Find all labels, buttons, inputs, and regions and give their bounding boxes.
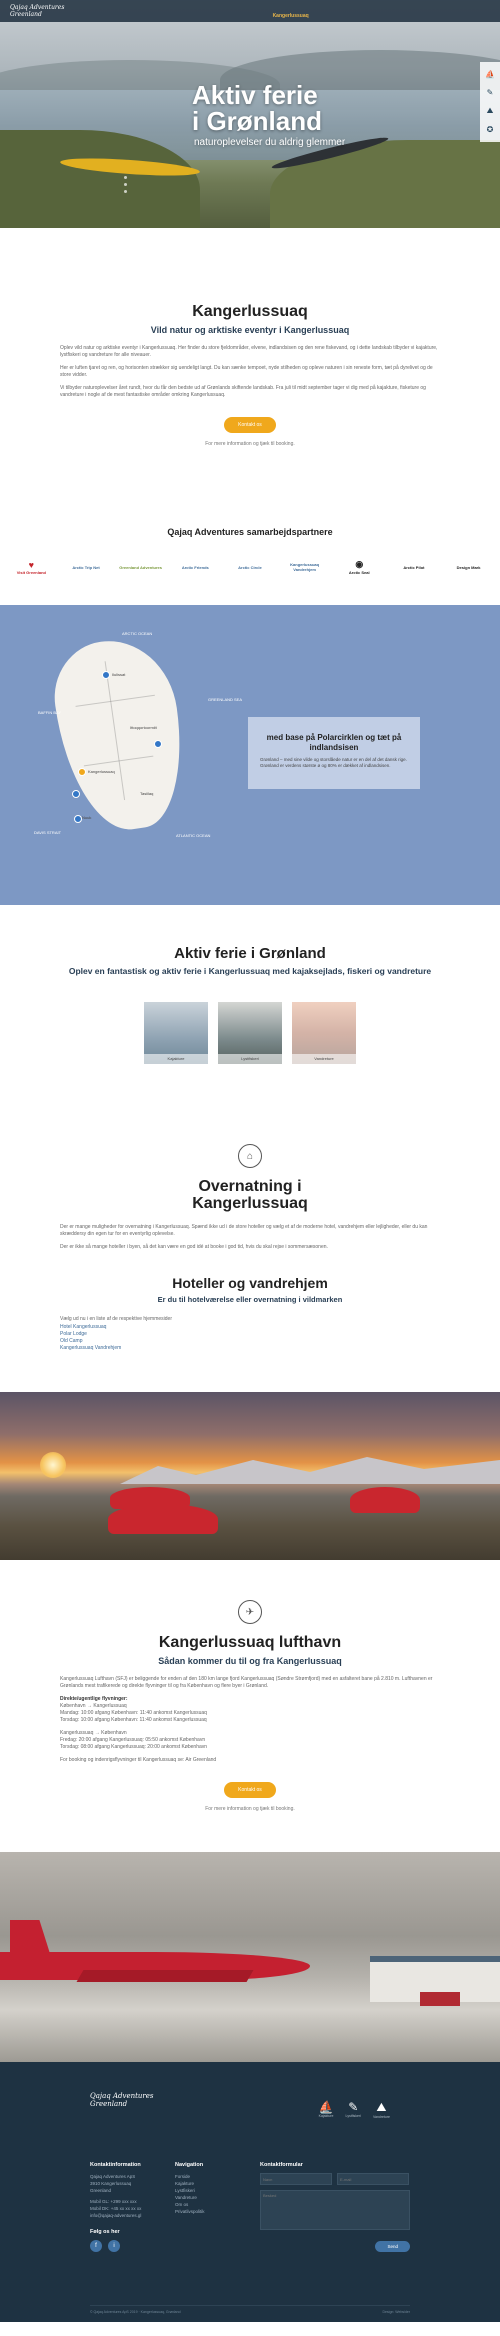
map-pin[interactable]: [74, 815, 82, 823]
accommodation-paragraph: Der er ikke så mange hoteller i byen, så det kan være en god idé at booke i god tid, hvis du skal rejse i sommersæsonen.: [60, 1244, 328, 1250]
site-logo[interactable]: Qajaq Adventures Greenland: [10, 4, 65, 18]
hiking-icon: ⛰: [376, 2100, 387, 2114]
footer-nav-link[interactable]: Privatlivspolitik: [175, 2209, 205, 2214]
nav-link-vandreture[interactable]: [440, 0, 466, 49]
map-card-text: Grønland – med sine vilde og storslåede natur er en del af det dansk rige. Grønland er verdens største ø og 80% er dækket af indlandsisen.: [260, 757, 407, 768]
sun: [40, 1452, 66, 1478]
map-pin[interactable]: [102, 671, 110, 679]
active-subtitle: Oplev en fantastisk og aktiv ferie i Kangerlussuaq med kajaksejlads, fiskeri og vandreture: [68, 966, 432, 976]
active-title: Aktiv ferie i Grønland: [174, 945, 326, 962]
kayak-icon[interactable]: ⛵: [485, 70, 495, 80]
hotels-title: Hoteller og vandrehjem: [172, 1275, 328, 1291]
partner-logo[interactable]: ♥ Visit Greenland: [16, 559, 46, 575]
intro-paragraph: Her er luften tjaret og ren, og horisonten strækker sig uendeligt langt. Du kan sænke tempoet, nyde stilheden og opleve naturen i sin reneste form, tæt på dyrelivet og de store vidder.: [60, 365, 433, 378]
hiking-icon[interactable]: ⛰: [486, 105, 494, 115]
map-label: ATLANTIC OCEAN: [176, 833, 211, 838]
airport-title: Kangerlussuaq lufthavn: [158, 1634, 342, 1651]
email-link[interactable]: info@qajaq-adventures.gl: [90, 2213, 142, 2218]
booking-info: For booking og indenrigsflyvninger til Kangerlussuaq se: Air Greenland: [60, 1757, 217, 1763]
hotels-section: [0, 1261, 500, 1392]
camp-sunset-photo: [0, 1392, 500, 1560]
map-label: Tasiilaq: [140, 791, 154, 796]
contact-button[interactable]: Kontakt os: [224, 1782, 276, 1798]
slider-dot[interactable]: [124, 190, 127, 193]
map-border-line: [105, 661, 125, 800]
slider-dot[interactable]: [124, 183, 127, 186]
bed-icon: ⌂: [238, 1144, 262, 1168]
hero-text: [192, 82, 345, 148]
facebook-icon[interactable]: f: [90, 2240, 102, 2252]
activity-card-fiskeri[interactable]: Lystfiskeri: [218, 1002, 282, 1064]
map-label: BAFFIN BAY: [38, 710, 62, 715]
active-holiday-section: [0, 905, 500, 1094]
plane-wing: [77, 1970, 254, 1982]
nav-link-kajakture[interactable]: [377, 0, 400, 49]
map-label: Kangerlussuaq: [88, 769, 115, 774]
site-footer: [0, 2062, 500, 2322]
map-info-card: [248, 717, 420, 789]
footer-bottom-bar: © Qajaq Adventures ApS 2019 · Kangerlussuaq, Grønland Design: Websider: [90, 2305, 410, 2314]
email-input[interactable]: [337, 2173, 409, 2185]
activity-card-vandring[interactable]: Vandreture: [292, 1002, 356, 1064]
booking-note: For mere information og tjæk til booking.: [205, 1806, 295, 1812]
map-label: Nuuk: [82, 815, 92, 820]
slider-dot[interactable]: [124, 176, 127, 179]
map-border-line: [76, 695, 155, 707]
message-input[interactable]: [260, 2190, 410, 2230]
slider-dots[interactable]: [124, 176, 127, 193]
map-label: ARCTIC OCEAN: [122, 631, 153, 636]
map-label: Ittoqqortoormiit: [130, 725, 157, 730]
hero-subtitle: naturoplevelser du aldrig glemmer: [194, 137, 346, 148]
activity-card-kajak[interactable]: Kajakture: [144, 1002, 208, 1064]
hotel-link[interactable]: Kangerlussuaq Vandrehjem: [60, 1345, 122, 1351]
map-label: DAVIS STRAIT: [34, 830, 62, 835]
hotels-subtitle: Er du til hotelværelse eller overnatning i vildmarken: [157, 1295, 343, 1304]
kangerlussuaq-pin[interactable]: [78, 768, 86, 776]
snowy-mountains: [120, 1454, 500, 1484]
footer-activity[interactable]: ⛰ Vandreture: [372, 2100, 390, 2119]
map-pin[interactable]: [154, 740, 162, 748]
footer-contact: Kontaktinformation Qajaq Adventures ApS 3910 Kangerlussuaq Greenland Mobil GL: +299 xxx xxx Mobil DK: +45 xx xx xx xx info@qajaq-adventures.gl Følg os her f i: [90, 2162, 153, 2252]
plane-icon: ✈: [238, 1600, 262, 1624]
footer-columns: [90, 2162, 410, 2252]
nav-link-om-os[interactable]: [474, 0, 490, 49]
footer-activity[interactable]: ✎ Lystfiskeri: [345, 2100, 361, 2118]
side-quicklinks: [480, 62, 500, 142]
airport-subtitle: Sådan kommer du til og fra Kangerlussuaq: [158, 1656, 342, 1666]
partner-logo[interactable]: ◉ Arctic Seal: [348, 559, 370, 575]
map-label: GREENLAND SEA: [208, 697, 243, 702]
footer-nav-link[interactable]: Forside: [175, 2174, 191, 2179]
hotel-link[interactable]: Polar Lodge: [60, 1331, 87, 1337]
footer-nav-link[interactable]: Vandreture: [175, 2195, 197, 2200]
hotel-link[interactable]: Old Camp: [60, 1338, 83, 1344]
partners-section: [0, 487, 500, 605]
partners-title: Qajaq Adventures samarbejdspartnere: [167, 527, 333, 537]
nav-link-kangerlussuaq[interactable]: Kangerlussuaq: [272, 13, 309, 19]
fishing-icon[interactable]: ✎: [486, 88, 494, 98]
instagram-icon[interactable]: i: [108, 2240, 120, 2252]
map-label: Ilulissat: [112, 672, 126, 677]
footer-activity-icons: [319, 2100, 390, 2119]
hotels-lead: Vælg ud nu i en liste af de respektive hjemmesider: [60, 1316, 173, 1322]
intro-section: [0, 228, 500, 487]
service-truck: [420, 1992, 460, 2006]
greenland-map: [47, 633, 192, 838]
follow-title: Følg os her: [90, 2229, 120, 2235]
partner-logo[interactable]: Arctic Pilot: [403, 564, 425, 570]
hotel-link[interactable]: Hotel Kangerlussuaq: [60, 1324, 107, 1330]
map-card-title: med base på Polarcirklen og tæt på indlandsisen: [266, 733, 402, 752]
footer-navigation: Navigation Forside Kajakture Lystfiskeri Vandreture Om os Privatlivspolitik: [175, 2162, 238, 2252]
accommodation-section: [0, 1094, 500, 1261]
partner-logo[interactable]: Design Mark: [456, 564, 481, 570]
airport-section: [0, 1560, 500, 1852]
partner-logo[interactable]: Arctic Friends: [181, 564, 209, 570]
fishing-icon: ✎: [348, 2100, 359, 2114]
footer-nav-link[interactable]: Lystfiskeri: [175, 2188, 195, 2193]
partner-logo[interactable]: Arctic Circle: [238, 564, 262, 570]
footer-nav-link[interactable]: Om os: [175, 2202, 189, 2207]
flight-schedule: Direkte/ugentlige flyvninger: København → Kangerlussuaq Mandag: 10:00 afgang København: 11:40 ankomst Kangerlussuaq Torsdag: 10:00 afgang København: 11:40 ankomst Kangerlussuaq Kangerlussuaq → København Fredag: 20:00 afgang Kangerlussuaq: 05:50 ankomst København Torsdag: 08:00 afgang Kangerlussuaq: 20:00 ankomst København For booking og indenrigsflyvninger til Kangerlussuaq se: Air Greenland: [60, 1696, 440, 1764]
airport-plane-photo: [0, 1852, 500, 2062]
hotel-links: [60, 1324, 440, 1352]
red-tent: [108, 1504, 218, 1534]
nav-links: [213, 0, 490, 49]
footer-nav-link[interactable]: Kajakture: [175, 2181, 195, 2186]
partner-logo[interactable]: Arctic Trip Net: [72, 564, 100, 570]
intro-title: Kangerlussuaq: [192, 303, 308, 320]
greenland-map-section: [0, 605, 500, 905]
intro-paragraph: Oplev vild natur og arktiske eventyr i Kangerlussuaq. Her finder du store fjeldområder, elvene, indlandsisen og den rene fiskevand, og i dette landskab tilbyder vi kajakture, lystfiskeri og vandreture for alle niveauer.: [60, 345, 438, 358]
contact-form: Kontaktformular Navn E-mail Besked Send: [260, 2162, 410, 2252]
partner-logos: [0, 559, 500, 575]
social-links: [90, 2240, 153, 2252]
airport-paragraph: Kangerlussuaq Lufthavn (SFJ) er beliggende for enden af den 180 km lange fjord Kangerlussuaq (Søndre Strømfjord) med en asfalteret bane på 2.810 m. Lufthavnen er Grønlands mest trafikerede og direkte flyvninger til og fra København og flere byer i Grønland.: [60, 1676, 433, 1689]
booking-link[interactable]: .: [293, 441, 295, 447]
contact-button[interactable]: Kontakt os: [224, 417, 276, 433]
hero-title: Aktiv ferie i Grønland: [192, 80, 322, 136]
activity-thumbnails: [60, 1002, 440, 1064]
nav-link-lystfiskeri[interactable]: [407, 0, 432, 49]
red-tent: [350, 1487, 420, 1513]
accommodation-title: Overnatning i Kangerlussuaq: [192, 1178, 308, 1212]
kayak-icon: ⛵: [318, 2100, 334, 2114]
send-button[interactable]: Send: [375, 2241, 410, 2252]
booking-note: For mere information og tjæk til booking.: [205, 441, 295, 447]
accommodation-paragraph: Der er mange muligheder for overnatning i Kangerlussuaq. Spænd ikke ud i de store hoteller og vælg et af de moderne hotel, vandrehjem eller lejligheder, eller du kan skræddersy din egen tur for en eventyrlig oplevelse.: [60, 1224, 428, 1237]
intro-subtitle: Vild natur og arktiske eventyr i Kangerlussuaq: [150, 325, 350, 335]
partner-logo[interactable]: Kangerlussuaq Vandrehjem: [290, 562, 320, 572]
top-navigation: [0, 0, 500, 22]
intro-paragraph: Vi tilbyder naturoplevelser året rundt, hvor du får den bedste ud af Grønlands skiftende landskab. Fra juli til midt september tager vi dig med på kajakture, fisketure og vandreture i nogle af de mest fantastiske områder omkring Kangerlussuaq.: [60, 385, 426, 398]
name-input[interactable]: [260, 2173, 332, 2185]
footer-logo[interactable]: Qajaq Adventures Greenland: [90, 2092, 154, 2108]
compass-icon[interactable]: ✪: [486, 124, 494, 134]
footer-activity[interactable]: ⛵ Kajakture: [318, 2100, 334, 2118]
partner-logo[interactable]: Greenland Adventures: [119, 564, 163, 570]
map-pin[interactable]: [72, 790, 80, 798]
